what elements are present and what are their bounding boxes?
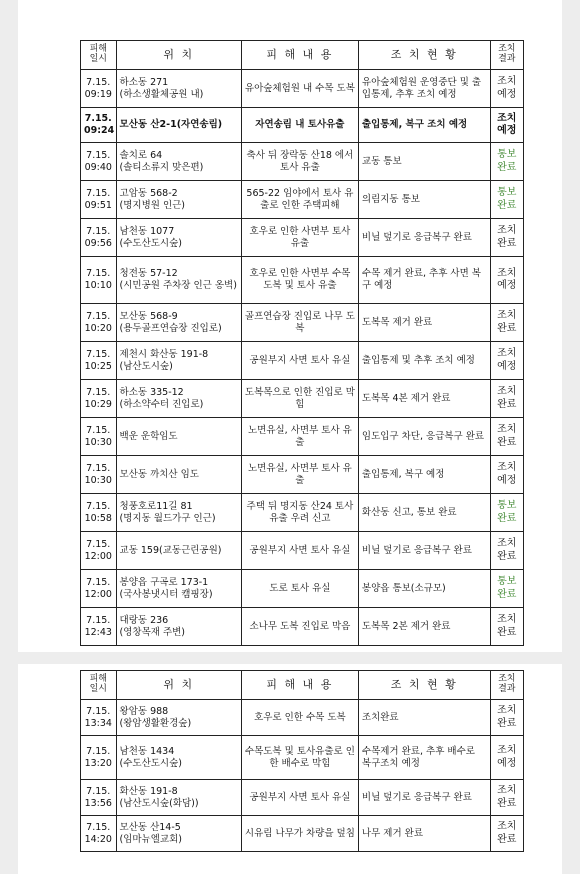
action-cell	[358, 108, 490, 143]
action-cell	[358, 418, 490, 456]
table-body-1	[81, 70, 524, 646]
location-cell	[116, 456, 241, 494]
location-cell-loc1: 교동 159(교동근린공원)	[119, 544, 222, 556]
location-cell-loc2: (수도산도시숲)	[119, 237, 182, 249]
result-cell	[490, 380, 523, 418]
damage-cell	[241, 418, 358, 456]
date-cell-date: 7.15.	[86, 538, 111, 550]
result-cell-res1: 조치	[497, 348, 517, 359]
header-row	[81, 41, 524, 70]
location-cell	[116, 257, 241, 304]
date-cell	[81, 418, 117, 456]
damage-cell	[241, 257, 358, 304]
location-cell	[116, 700, 241, 736]
result-cell-res2: 완료	[497, 237, 517, 249]
result-cell-res2: 완료	[497, 833, 517, 845]
result-cell-res1: 조치	[497, 386, 517, 397]
location-cell	[116, 143, 241, 181]
date-cell-time: 09:24	[84, 125, 115, 136]
location-cell-loc1: 청풍호로11길 81	[119, 500, 193, 512]
result-cell	[490, 108, 523, 143]
location-cell-loc2: (남산도시숲(화담))	[119, 797, 199, 809]
header-damage: 피 해 내 용	[241, 41, 358, 70]
date-cell	[81, 70, 117, 108]
table-row	[81, 456, 524, 494]
damage-cell-damage: 자연송림 내 토사유출	[255, 119, 345, 131]
date-cell	[81, 342, 117, 380]
damage-cell	[241, 304, 358, 342]
table-row	[81, 780, 524, 816]
result-cell-res1: 통보	[497, 149, 517, 160]
document-page-1	[18, 0, 562, 652]
action-cell	[358, 380, 490, 418]
date-cell-time: 10:30	[84, 474, 112, 486]
location-cell-loc2: (솔티소류지 맞은편)	[119, 161, 204, 173]
date-cell-date: 7.15.	[86, 149, 111, 161]
result-cell-res1: 조치	[497, 462, 517, 473]
damage-cell-damage: 노면유실, 사면부 토사 유출	[247, 462, 352, 486]
table-row	[81, 108, 524, 143]
date-cell	[81, 219, 117, 257]
damage-cell	[241, 143, 358, 181]
date-cell	[81, 736, 117, 780]
action-cell	[358, 342, 490, 380]
action-cell	[358, 181, 490, 219]
result-cell-res2: 완료	[497, 626, 517, 638]
result-cell-res2: 예정	[497, 757, 517, 769]
date-cell-date: 7.15.	[86, 462, 111, 474]
result-cell-res2: 완료	[497, 717, 517, 729]
date-cell	[81, 494, 117, 532]
table-row	[81, 494, 524, 532]
table-row	[81, 304, 524, 342]
date-cell	[81, 143, 117, 181]
action-cell-action: 나무 제거 완료	[361, 827, 424, 839]
date-cell-date: 7.15.	[86, 187, 111, 199]
location-cell-loc2: (명지병원 인근)	[119, 199, 186, 211]
result-cell	[490, 143, 523, 181]
location-cell	[116, 304, 241, 342]
location-cell-loc1: 왕암동 988	[119, 705, 169, 717]
date-cell	[81, 570, 117, 608]
action-cell-action: 화산동 신고, 통보 완료	[361, 506, 457, 518]
result-cell	[490, 570, 523, 608]
damage-table-1	[80, 40, 524, 646]
location-cell	[116, 736, 241, 780]
date-cell-date: 7.15.	[86, 225, 111, 237]
location-cell	[116, 418, 241, 456]
location-cell	[116, 108, 241, 143]
header-location: 위 치	[116, 41, 241, 70]
damage-cell	[241, 700, 358, 736]
result-cell	[490, 816, 523, 852]
location-cell-loc2: (왕암생활환경숲)	[119, 717, 192, 729]
location-cell-loc1: 남천동 1077	[119, 225, 175, 237]
location-cell-loc2: (수도산도시숲)	[119, 757, 182, 769]
location-cell-loc1: 화산동 191-8	[119, 785, 178, 797]
date-cell-time: 12:43	[84, 626, 112, 638]
action-cell	[358, 219, 490, 257]
damage-cell-damage: 유아숲체험원 내 수목 도복	[244, 82, 355, 94]
table-row	[81, 736, 524, 780]
action-cell	[358, 570, 490, 608]
date-cell	[81, 532, 117, 570]
location-cell-loc1: 모산동 까치산 임도	[119, 468, 199, 480]
result-cell-res1: 조치	[497, 821, 517, 832]
document-page-2	[18, 664, 562, 874]
date-cell-date: 7.15.	[86, 821, 111, 833]
header-result: 조치 결과	[490, 671, 523, 700]
date-cell-date: 7.15.	[86, 500, 111, 512]
damage-cell	[241, 70, 358, 108]
table-row	[81, 70, 524, 108]
result-cell-res1: 조치	[497, 614, 517, 625]
result-cell	[490, 494, 523, 532]
date-cell-time: 09:40	[84, 161, 112, 173]
table-row	[81, 418, 524, 456]
location-cell-loc1: 고암동 568-2	[119, 187, 178, 199]
result-cell-res2: 완료	[497, 161, 517, 173]
result-cell-res1: 조치	[497, 112, 517, 124]
table-body-2	[81, 700, 524, 852]
date-cell	[81, 816, 117, 852]
action-cell	[358, 70, 490, 108]
action-cell-action: 수목제거 완료, 추후 배수로 복구조치 예정	[361, 745, 475, 769]
location-cell-loc1: 하소동 271	[119, 76, 169, 88]
damage-cell	[241, 494, 358, 532]
result-cell-res1: 조치	[497, 705, 517, 716]
table-row	[81, 181, 524, 219]
location-cell-loc1: 백운 운학임도	[119, 430, 178, 442]
result-cell-res1: 조치	[497, 267, 517, 279]
location-cell-loc2: (국사봉냇시터 캠핑장)	[119, 588, 213, 600]
damage-cell	[241, 780, 358, 816]
location-cell	[116, 532, 241, 570]
action-cell-action: 유아숲체험원 운영중단 및 출입통제, 추후 조치 예정	[361, 76, 482, 100]
header-action: 조 치 현 황	[358, 671, 490, 700]
location-cell-loc2: (임마뉴엘교회)	[119, 833, 182, 845]
location-cell-loc1: 모산동 산14-5	[119, 821, 181, 833]
header-row	[81, 671, 524, 700]
action-cell-action: 비닐 덮기로 응급복구 완료	[361, 231, 472, 243]
result-cell-res1: 조치	[497, 785, 517, 796]
damage-cell-damage: 노면유실, 사면부 토사 유출	[247, 424, 352, 448]
damage-cell	[241, 181, 358, 219]
damage-cell	[241, 342, 358, 380]
result-cell	[490, 70, 523, 108]
table-row	[81, 532, 524, 570]
date-cell-time: 09:56	[84, 237, 112, 249]
date-cell	[81, 700, 117, 736]
action-cell	[358, 700, 490, 736]
action-cell-action: 도복목 4본 제거 완료	[361, 392, 451, 404]
damage-cell-damage: 호우로 인한 수목 도복	[254, 711, 346, 723]
header-location: 위 치	[116, 671, 241, 700]
date-cell-time: 13:20	[84, 757, 112, 769]
date-cell-date: 7.15.	[86, 576, 111, 588]
date-cell-time: 13:56	[84, 797, 112, 809]
result-cell	[490, 304, 523, 342]
location-cell-loc1: 남천동 1434	[119, 745, 175, 757]
result-cell	[490, 181, 523, 219]
result-cell	[490, 780, 523, 816]
location-cell-loc1: 제천시 화산동 191-8	[119, 348, 209, 360]
action-cell-action: 봉양읍 통보(소규모)	[361, 582, 446, 594]
action-cell-action: 수목 제거 완료, 추후 사면 복구 예정	[361, 268, 481, 291]
date-cell-time: 13:34	[84, 717, 112, 729]
date-cell-time: 12:00	[84, 588, 112, 600]
location-cell-loc1: 모산동 568-9	[119, 310, 178, 322]
table-row	[81, 700, 524, 736]
table-row	[81, 257, 524, 304]
date-cell-date: 7.15.	[86, 386, 111, 398]
location-cell	[116, 494, 241, 532]
result-cell-res2: 완료	[497, 398, 517, 410]
action-cell-action: 조치완료	[361, 711, 399, 723]
action-cell-action: 도복목 2본 제거 완료	[361, 620, 451, 632]
result-cell-res2: 예정	[497, 360, 517, 372]
location-cell-loc2: (명지동 월드가구 인근)	[119, 512, 216, 524]
damage-cell	[241, 380, 358, 418]
result-cell-res2: 완료	[497, 199, 517, 211]
location-cell-loc2: (하소약수터 진입로)	[119, 398, 204, 410]
date-cell-date: 7.15.	[86, 310, 111, 322]
date-cell-date: 7.15.	[86, 76, 111, 88]
date-cell	[81, 780, 117, 816]
table-row	[81, 816, 524, 852]
result-cell-res2: 완료	[497, 436, 517, 448]
result-cell	[490, 608, 523, 646]
result-cell-res2: 완료	[497, 588, 517, 600]
damage-cell-damage: 공원부지 사면 토사 유실	[249, 354, 351, 366]
result-cell-res2: 예정	[497, 88, 517, 100]
location-cell-loc2: (영창목재 주변)	[119, 626, 186, 638]
result-cell	[490, 700, 523, 736]
result-cell	[490, 532, 523, 570]
action-cell-action: 의림지동 통보	[361, 193, 420, 205]
table-row	[81, 342, 524, 380]
damage-cell-damage: 호우로 인한 사면부 수목 도복 및 토사 유출	[249, 268, 351, 291]
date-cell-date: 7.15.	[86, 785, 111, 797]
location-cell-loc1: 솔치로 64	[119, 149, 163, 161]
date-cell	[81, 181, 117, 219]
action-cell	[358, 532, 490, 570]
location-cell-loc2: (시민공원 주차장 인근 옹벽)	[119, 280, 237, 291]
date-cell	[81, 456, 117, 494]
action-cell-action: 임도입구 차단, 응급복구 완료	[361, 430, 485, 442]
damage-cell-damage: 골프연습장 진입로 나무 도복	[244, 310, 355, 334]
action-cell	[358, 736, 490, 780]
date-cell-time: 10:25	[84, 360, 112, 372]
result-cell-res2: 완료	[497, 322, 517, 334]
table-row	[81, 219, 524, 257]
date-cell	[81, 108, 117, 143]
result-cell-res2: 예정	[497, 125, 517, 136]
damage-cell-damage: 공원부지 사면 토사 유실	[249, 544, 351, 556]
table-row	[81, 380, 524, 418]
action-cell	[358, 456, 490, 494]
result-cell-res2: 완료	[497, 797, 517, 809]
damage-cell-damage: 도로 토사 유실	[269, 582, 331, 594]
damage-cell-damage: 도복목으로 인한 진입로 막힘	[244, 386, 355, 410]
location-cell-loc1: 하소동 335-12	[119, 386, 184, 398]
date-cell-time: 10:20	[84, 322, 112, 334]
location-cell	[116, 181, 241, 219]
header-action: 조 치 현 황	[358, 41, 490, 70]
damage-cell	[241, 816, 358, 852]
date-cell-time: 14:20	[84, 833, 112, 845]
date-cell-time: 10:30	[84, 436, 112, 448]
location-cell-loc1: 모산동 산2-1(자연송림)	[119, 119, 223, 131]
result-cell	[490, 219, 523, 257]
date-cell-time: 10:29	[84, 398, 112, 410]
action-cell-action: 출입통제, 복구 예정	[361, 468, 445, 480]
location-cell-loc1: 봉양읍 구곡로 173-1	[119, 576, 209, 588]
action-cell-action: 도복목 제거 완료	[361, 316, 433, 328]
date-cell	[81, 608, 117, 646]
action-cell-action: 비닐 덮기로 응급복구 완료	[361, 791, 472, 803]
action-cell-action: 비닐 덮기로 응급복구 완료	[361, 544, 472, 556]
damage-cell-damage: 공원부지 사면 토사 유실	[249, 791, 351, 803]
damage-cell-damage: 소나무 도복 진입로 막음	[249, 620, 351, 632]
result-cell-res2: 예정	[497, 280, 517, 291]
date-cell-date: 7.15.	[86, 745, 111, 757]
damage-cell	[241, 456, 358, 494]
result-cell-res2: 완료	[497, 550, 517, 562]
date-cell-date: 7.15.	[86, 268, 111, 280]
damage-cell-damage: 수목도복 및 토사유출로 인한 배수로 막힘	[244, 745, 355, 769]
date-cell-date: 7.15.	[86, 348, 111, 360]
location-cell	[116, 380, 241, 418]
damage-cell-damage: 시유림 나무가 차량을 덮침	[244, 827, 355, 839]
date-cell-time: 10:10	[84, 280, 112, 291]
damage-cell-damage: 565-22 임야에서 토사 유출로 인한 주택피해	[246, 187, 354, 211]
result-cell-res1: 조치	[497, 745, 517, 756]
date-cell-time: 09:51	[84, 199, 112, 211]
header-result: 조치 결과	[490, 41, 523, 70]
damage-cell	[241, 532, 358, 570]
action-cell	[358, 494, 490, 532]
header-damage: 피 해 내 용	[241, 671, 358, 700]
location-cell	[116, 70, 241, 108]
result-cell-res1: 조치	[497, 310, 517, 321]
location-cell	[116, 780, 241, 816]
result-cell-res1: 조치	[497, 76, 517, 87]
location-cell-loc2: (하소생활체공원 내)	[119, 88, 204, 100]
location-cell-loc2: (용두골프연습장 진입로)	[119, 322, 222, 334]
location-cell	[116, 608, 241, 646]
date-cell-time: 09:19	[84, 88, 112, 100]
result-cell-res1: 통보	[497, 500, 517, 511]
action-cell-action: 출입통제, 복구 조치 예정	[361, 119, 468, 131]
location-cell-loc1: 대랑동 236	[119, 614, 169, 626]
damage-cell	[241, 570, 358, 608]
damage-cell-damage: 주택 뒤 명지동 산24 토사유출 우려 신고	[246, 500, 354, 524]
table-row	[81, 570, 524, 608]
result-cell-res1: 조치	[497, 225, 517, 236]
table-row	[81, 143, 524, 181]
damage-cell-damage: 호우로 인한 사면부 토사 유출	[249, 225, 351, 249]
date-cell	[81, 380, 117, 418]
location-cell	[116, 342, 241, 380]
damage-table-2	[80, 670, 524, 852]
damage-cell	[241, 608, 358, 646]
date-cell	[81, 304, 117, 342]
header-date: 피해 일시	[81, 41, 117, 70]
date-cell-time: 10:58	[84, 512, 112, 524]
result-cell-res1: 통보	[497, 187, 517, 198]
location-cell-loc1: 청전동 57-12	[119, 268, 178, 280]
action-cell	[358, 143, 490, 181]
header-date: 피해 일시	[81, 671, 117, 700]
location-cell	[116, 816, 241, 852]
table-row	[81, 608, 524, 646]
date-cell-date: 7.15.	[86, 424, 111, 436]
action-cell	[358, 257, 490, 304]
action-cell	[358, 304, 490, 342]
date-cell-date: 7.15.	[84, 113, 112, 125]
action-cell	[358, 780, 490, 816]
result-cell	[490, 342, 523, 380]
result-cell-res2: 예정	[497, 474, 517, 486]
date-cell	[81, 257, 117, 304]
result-cell-res1: 조치	[497, 424, 517, 435]
action-cell-action: 출입통제 및 추후 조치 예정	[361, 354, 475, 366]
action-cell	[358, 816, 490, 852]
location-cell	[116, 219, 241, 257]
result-cell-res2: 완료	[497, 512, 517, 524]
result-cell	[490, 418, 523, 456]
date-cell-date: 7.15.	[86, 705, 111, 717]
action-cell	[358, 608, 490, 646]
result-cell-res1: 조치	[497, 538, 517, 549]
damage-cell	[241, 736, 358, 780]
date-cell-time: 12:00	[84, 550, 112, 562]
action-cell-action: 교동 통보	[361, 155, 402, 167]
damage-cell-damage: 축사 뒤 장락동 산18 에서 토사 유출	[246, 149, 354, 173]
damage-cell	[241, 219, 358, 257]
result-cell	[490, 257, 523, 304]
result-cell	[490, 456, 523, 494]
result-cell-res1: 통보	[497, 576, 517, 587]
date-cell-date: 7.15.	[86, 614, 111, 626]
damage-cell	[241, 108, 358, 143]
result-cell	[490, 736, 523, 780]
location-cell-loc2: (남산도시숲)	[119, 360, 173, 372]
location-cell	[116, 570, 241, 608]
